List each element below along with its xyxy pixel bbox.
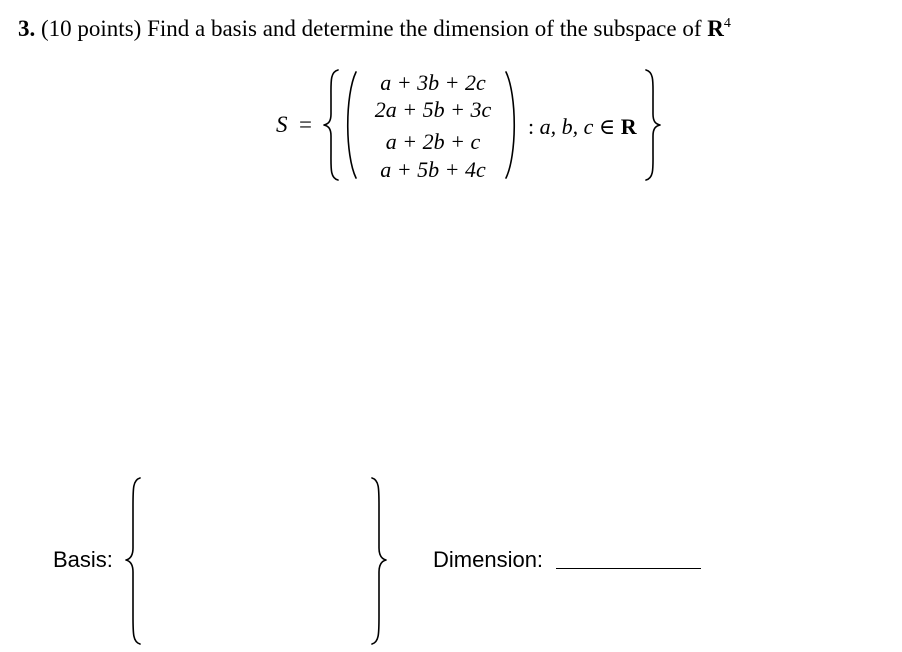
problem-points: (10 points) [41, 16, 142, 41]
condition-set: R [620, 114, 637, 139]
condition-in: ∈ [598, 114, 616, 139]
problem-statement [18, 14, 731, 44]
problem-exponent: 4 [723, 16, 731, 31]
matrix-row-4: a + 5b + 4c [380, 157, 486, 182]
basis-left-brace [124, 476, 144, 646]
set-right-brace [642, 68, 662, 182]
set-symbol: S [276, 112, 288, 137]
dimension-label: Dimension: [433, 547, 544, 572]
set-condition [528, 114, 637, 140]
matrix-right-paren [504, 70, 518, 180]
basis-right-brace [368, 476, 388, 646]
problem-space: R [707, 16, 724, 41]
set-equals: = [299, 112, 312, 137]
basis-label: Basis: [53, 547, 113, 572]
basis-answer-space[interactable] [148, 482, 370, 642]
matrix-row-2: 2a + 5b + 3c [374, 97, 492, 122]
condition-colon: : [528, 114, 535, 139]
problem-number: 3. [18, 16, 36, 41]
condition-vars: a, b, c [539, 114, 594, 139]
dimension-answer-line[interactable] [556, 568, 701, 569]
matrix-row-1: a + 3b + 2c [380, 70, 486, 95]
problem-text: Find a basis and determine the dimension of the subspace of [147, 16, 702, 41]
matrix-row-3: a + 2b + c [385, 129, 481, 154]
